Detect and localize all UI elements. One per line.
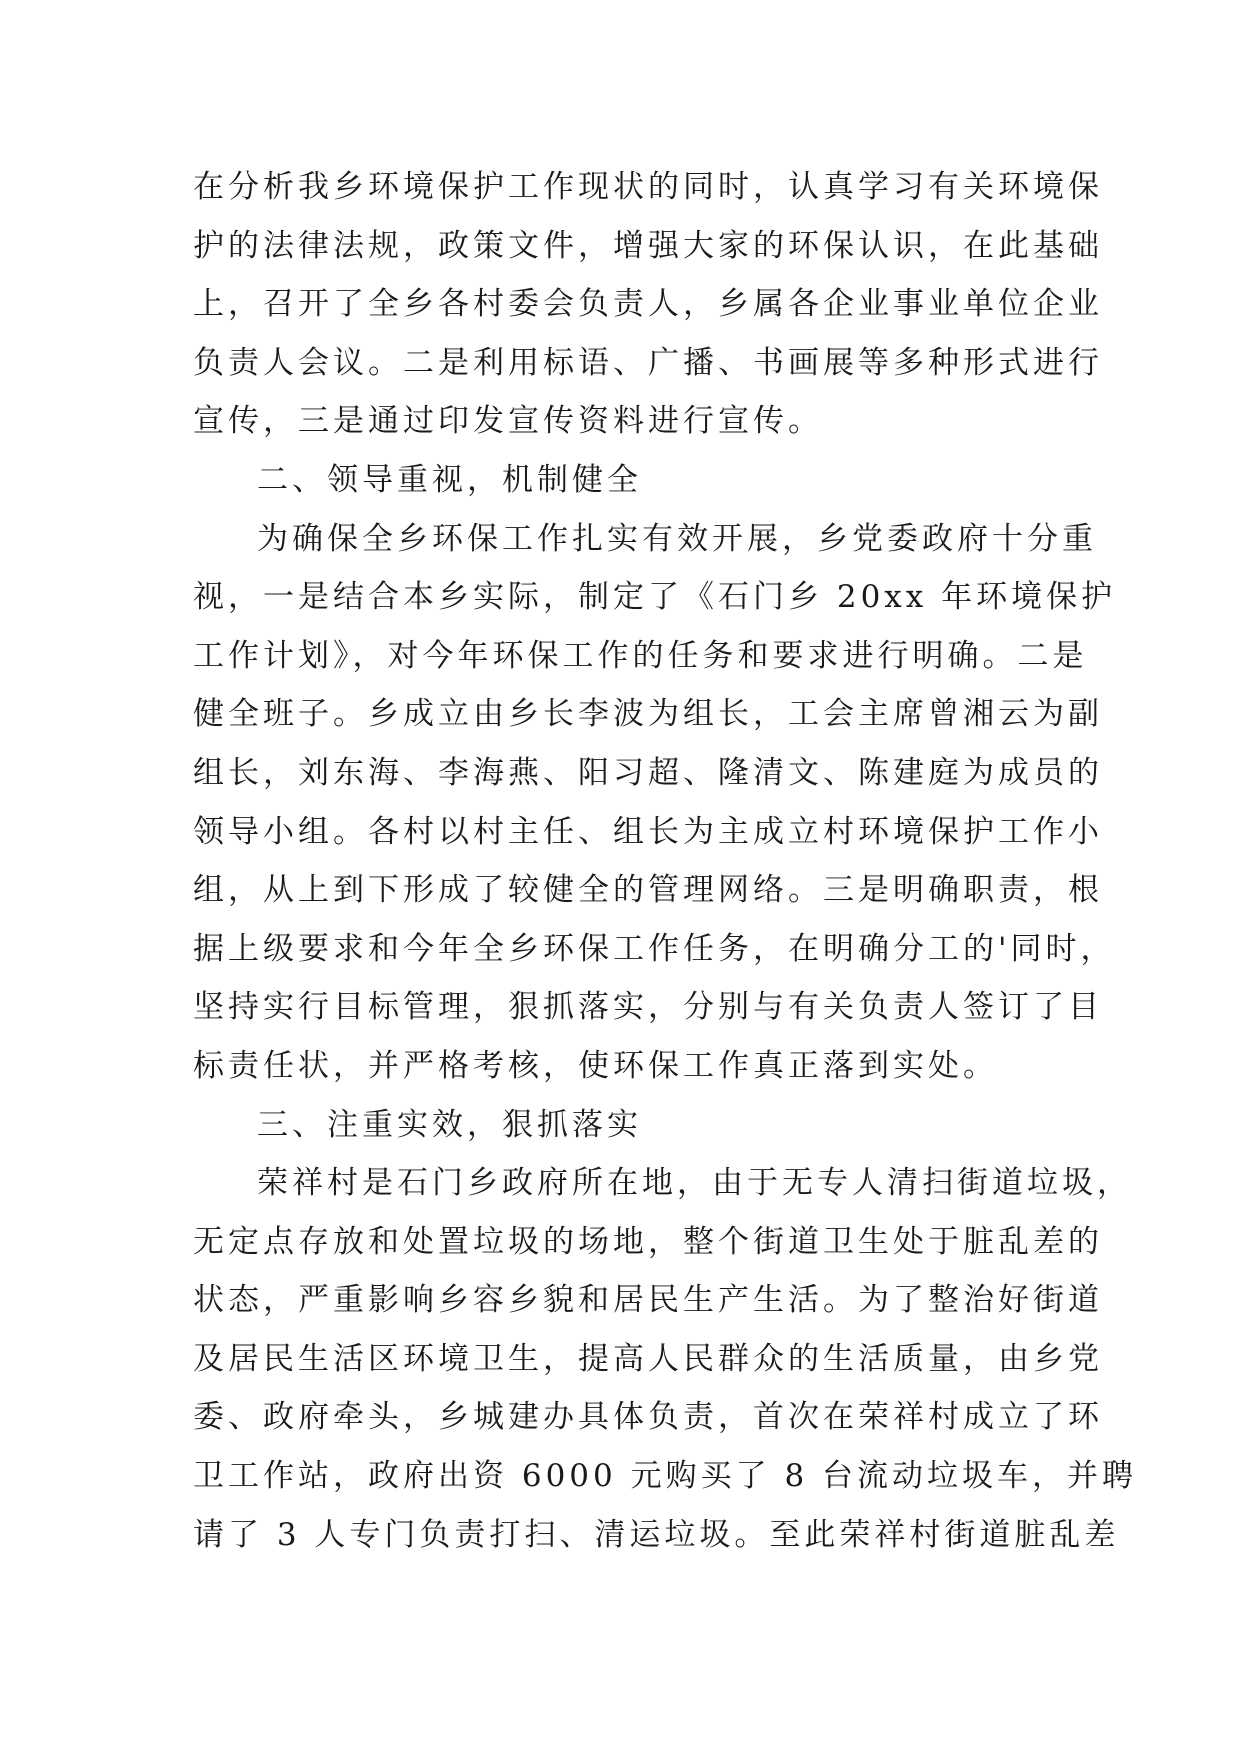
paragraph-line: 委、政府牵头，乡城建办具体负责，首次在荣祥村成立了环 xyxy=(193,1399,1103,1436)
paragraph-line: 请了 3 人专门负责打扫、清运垃圾。至此荣祥村街道脏乱差 xyxy=(193,1516,1120,1553)
paragraph-line: 无定点存放和处置垃圾的场地，整个街道卫生处于脏乱差的 xyxy=(193,1223,1103,1260)
paragraph-line: 据上级要求和今年全乡环保工作任务，在明确分工的'同时， xyxy=(193,930,1116,967)
paragraph-line: 状态，严重影响乡容乡貌和居民生产生活。为了整治好街道 xyxy=(193,1282,1103,1319)
paragraph-line: 及居民生活区环境卫生，提高人民群众的生活质量，由乡党 xyxy=(193,1340,1103,1377)
paragraph-line: 上，召开了全乡各村委会负责人，乡属各企业事业单位企业 xyxy=(193,286,1103,323)
paragraph-line: 卫工作站，政府出资 6000 元购买了 8 台流动垃圾车，并聘 xyxy=(193,1458,1138,1495)
section-heading: 二、领导重视，机制健全 xyxy=(257,461,642,498)
paragraph-line: 组长，刘东海、李海燕、阳习超、隆清文、陈建庭为成员的 xyxy=(193,754,1103,791)
paragraph-line: 组，从上到下形成了较健全的管理网络。三是明确职责，根 xyxy=(193,872,1103,909)
paragraph-line: 标责任状，并严格考核，使环保工作真正落到实处。 xyxy=(193,1047,998,1084)
section-heading: 三、注重实效，狠抓落实 xyxy=(257,1106,642,1143)
paragraph-line: 宣传，三是通过印发宣传资料进行宣传。 xyxy=(193,403,823,440)
paragraph-line: 在分析我乡环境保护工作现状的同时，认真学习有关环境保 xyxy=(193,169,1103,205)
paragraph-line: 视，一是结合本乡实际，制定了《石门乡 20xx 年环境保护 xyxy=(193,579,1117,616)
paragraph-line: 为确保全乡环保工作扎实有效开展，乡党委政府十分重 xyxy=(257,520,1097,557)
paragraph-line: 荣祥村是石门乡政府所在地，由于无专人清扫街道垃圾， xyxy=(257,1165,1132,1202)
paragraph-line: 护的法律法规，政策文件，增强大家的环保认识，在此基础 xyxy=(193,227,1103,264)
paragraph-line: 领导小组。各村以村主任、组长为主成立村环境保护工作小 xyxy=(193,813,1103,850)
paragraph-line: 健全班子。乡成立由乡长李波为组长，工会主席曾湘云为副 xyxy=(193,696,1103,733)
paragraph-line: 坚持实行目标管理，狠抓落实，分别与有关负责人签订了目 xyxy=(193,989,1103,1026)
paragraph-line: 负责人会议。二是利用标语、广播、书画展等多种形式进行 xyxy=(193,344,1103,381)
paragraph-line: 工作计划》，对今年环保工作的任务和要求进行明确。二是 xyxy=(193,637,1088,674)
document-body xyxy=(193,158,1138,1564)
